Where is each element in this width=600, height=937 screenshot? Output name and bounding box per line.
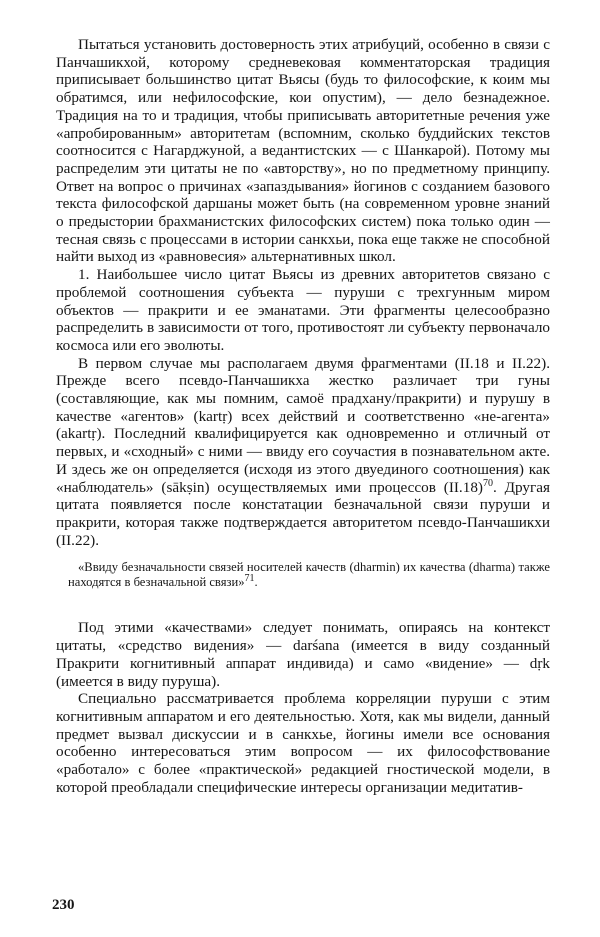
paragraph-attributions: Пытаться установить достоверность этих атрибуций, особенно в связи с Панчашикхой, которому средневековая комментаторская традиция приписывает большинство цитат Вьясы (будь то философские, к коим мы обратимся, или нефилософские, кои опустим), — дело безнадежное. Традиция на то и традиция, чтобы приписывать авторитетные речения уже «апробированным» авторитетам (вспомним, сколько буддийских текстов соотносится с Нагарджуной, а ведантистских — с Шанкарой). Потому мы распределим эти цитаты не по «авторству», но по предметному принципу. Ответ на вопрос о причинах «запаздывания» йогинов с созданием базового текста философской даршаны может быть (на современном уровне знаний о предыстории брахманистских философских систем) пока только один — тесная связь с процессами в истории санкхьи, пока еще также не способной найти выход из «равновесия» альтернативных школ. — [56, 36, 550, 266]
block-quote — [68, 560, 550, 589]
paragraph-two-fragments-tail: . Другая цитата появляется после констатации безначальной связи пуруши и пракрити, которая также подтверждается авторитетом псевдо-Панчашикхи (II.22). — [56, 478, 550, 549]
page-number: 230 — [52, 897, 75, 913]
paragraph-two-fragments — [56, 355, 550, 550]
footnote-ref-71: 71 — [244, 572, 255, 584]
paragraph-correlation: Специально рассматривается проблема корреляции пуруши с этим когнитивным аппаратом и его деятельностью. Хотя, как мы видели, данный предмет вызвал дискуссии и в санкхье, йогины имели все основания особенно интересоваться этим вопросом — их философствование «работало» с более «практической» редакцией гностической модели, в которой преобладали специфические интересы организации медитатив- — [56, 690, 550, 796]
paragraph-qualities: Под этими «качествами» следует понимать, опираясь на контекст цитаты, «средство видения» — darśana (имеется в виду созданный Пракрити когнитивный аппарат индивида) и само «видение» — dṛk (имеется в виду пуруша). — [56, 619, 550, 690]
footnote-ref-70: 70 — [482, 477, 493, 489]
block-quote-text: «Ввиду безначальности связей носителей качеств (dharmin) их качества (dharma) также находятся в безначальной связи» — [68, 560, 550, 589]
paragraph-subject-object: 1. Наибольшее число цитат Вьясы из древних авторитетов связано с проблемой соотношения субъекта — пуруши с трехгунным миром объектов — пракрити и ее эманатами. Эти фрагменты целесообразно распределить в зависимости от того, противостоят ли субъекту первоначало космоса или его эволюты. — [56, 266, 550, 354]
main-text-column — [56, 36, 550, 796]
block-quote-tail: . — [254, 574, 258, 589]
paragraph-two-fragments-text: В первом случае мы располагаем двумя фрагментами (II.18 и II.22). Прежде всего псевдо-Панчашикха жестко различает три гуны (составляющие, как мы помним, самоё прадхану/пракрити) и пурушу в качестве «агентов» (kartṛ) всех действий и соответственно «не-агента» (akartṛ). Последний квалифицируется как одновременно и отличный от первых, и «сходный» с ними — ввиду его соучастия в познавательном акте. И здесь же он определяется (исходя из этого двуединого соотношения) как «наблюдатель» (sākṣin) осуществляемых ими процессов (II.18) — [56, 354, 550, 496]
